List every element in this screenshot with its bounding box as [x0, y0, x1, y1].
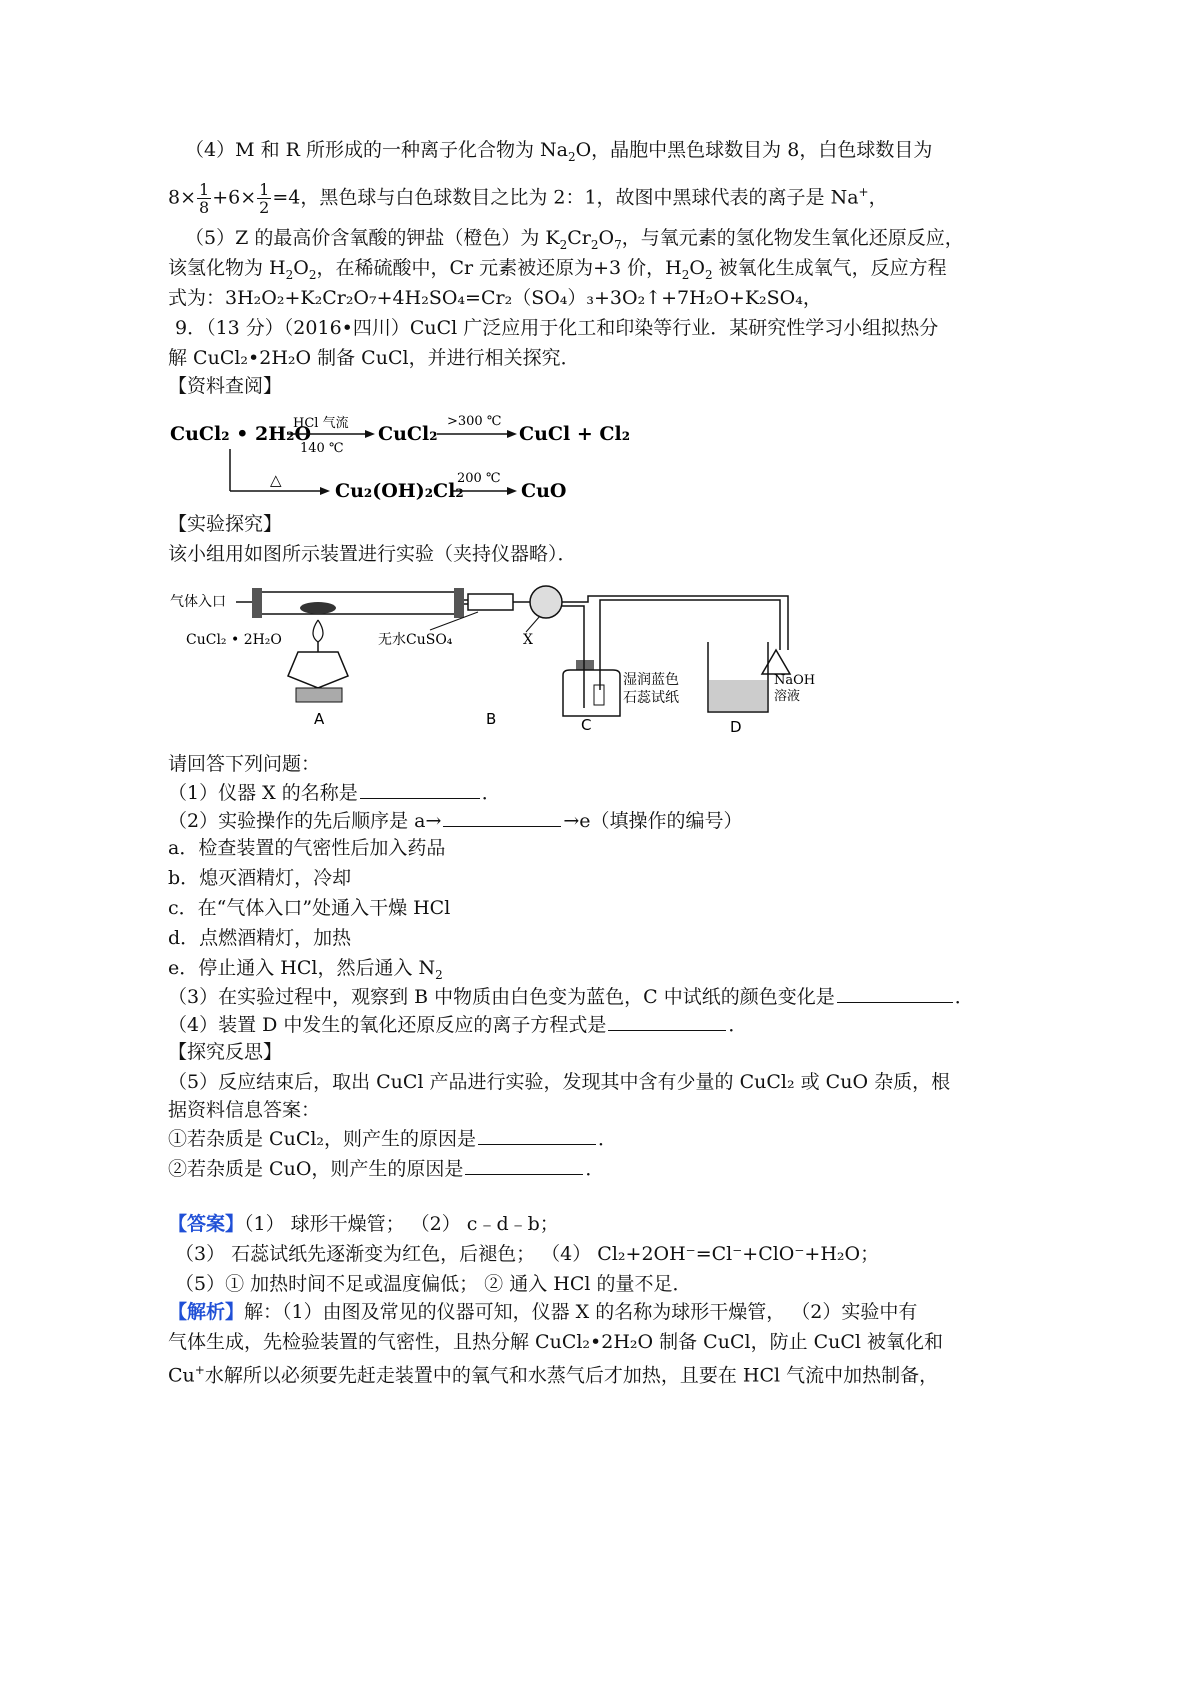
question-5-2: ②若杂质是 CuO，则产生的原因是 ．: [168, 1158, 605, 1180]
p4-line1: （4）M 和 R 所形成的一种离子化合物为 $Na_2O$，晶胞中黑色球数目为 8，白色球数目为: [185, 139, 933, 164]
q9-line1: 9．（13 分）（2016•四川）CuCl 广泛应用于化工和印染等行业．某研究性学习小组拟热分: [175, 317, 939, 339]
answer-blank-2: [443, 808, 561, 827]
arrow1-top-label: HCl 气流: [293, 416, 349, 431]
gas-inlet-label: 气体入口: [170, 594, 226, 610]
bottle-C: [563, 670, 620, 716]
option-c: c．在“气体入口”处通入干燥 HCl: [168, 897, 451, 919]
p5-line2: 该氢化物为 $H_2O_2$，在稀硫酸中，Cr 元素被还原为+3 价，$H_2O_2$ 被氧化生成氧气，反应方程: [168, 257, 947, 282]
answer-blank-5-1: [478, 1126, 596, 1145]
answer-blank-5-2: [465, 1156, 583, 1175]
naoh-label-2: 溶液: [774, 689, 801, 704]
section-experiment: 【实验探究】: [168, 513, 283, 535]
question-5-1: ①若杂质是 CuCl₂，则产生的原因是 ．: [168, 1128, 618, 1150]
question-5-line2: 据资料信息答案：: [168, 1099, 321, 1121]
naoh-solution: [709, 680, 767, 711]
arrow1-bottom-label: 140 ℃: [300, 441, 344, 456]
q9-line2: 解 CuCl₂•2H₂O 制备 CuCl，并进行相关探究．: [168, 347, 580, 369]
lamp-base: [296, 688, 342, 702]
answer-blank-4: [608, 1012, 726, 1031]
section-reflection: 【探究反思】: [168, 1041, 283, 1063]
paper-label-1: 湿润蓝色: [623, 672, 679, 688]
question-3: （3）在实验过程中，观察到 B 中物质由白色变为蓝色，C 中试纸的颜色变化是 ．: [168, 986, 974, 1008]
answer-blank-1: [360, 780, 480, 799]
reaction-scheme: [165, 405, 631, 505]
stopper-left: [252, 588, 262, 618]
label-D: D: [730, 718, 742, 736]
litmus-paper: [594, 685, 604, 705]
anhydrous-label: 无水CuSO₄: [378, 632, 453, 648]
answer-line3: （5）① 加热时间不足或温度偏低； ② 通入 HCl 的量不足．: [175, 1273, 692, 1295]
answer-line1: 【答案】（1） 球形干燥管； （2） c﹣d﹣b；: [168, 1213, 559, 1235]
arrow3-top-label: 200 ℃: [457, 471, 501, 486]
branch-product: Cu₂(OH)₂Cl₂: [335, 480, 464, 502]
fraction-one-eighth: $\frac{1}{8}$: [199, 179, 210, 217]
option-b: b．熄灭酒精灯，冷却: [168, 867, 352, 889]
ask-line: 请回答下列问题：: [168, 753, 321, 775]
label-A: A: [314, 710, 325, 728]
option-d: d．点燃酒精灯，加热: [168, 927, 352, 949]
paper-label-2: 石蕊试纸: [623, 690, 679, 706]
scheme-product2: CuO: [521, 480, 567, 502]
scheme-start: CuCl₂ • 2H₂O: [170, 423, 312, 445]
analysis-line1: 【解析】解：（1）由图及常见的仪器可知，仪器 X 的名称为球形干燥管， （2）实验中有: [168, 1301, 918, 1323]
branch-heat-label: △: [270, 471, 282, 489]
question-2: （2）实验操作的先后顺序是 a→ →e（填操作的编号）: [168, 810, 743, 832]
p5-line1: （5）Z 的最高价含氧酸的钾盐（橙色）为 $K_2Cr_2O_7$，与氧元素的氢化物发生氧化还原反应，: [185, 227, 964, 252]
answer-line2: （3） 石蕊试纸先逐渐变为红色，后褪色； （4） Cl₂+2OH⁻=Cl⁻+ClO⁻+H₂O；: [175, 1243, 880, 1265]
stopper-right: [454, 588, 464, 618]
answer-tag: 【答案】: [168, 1213, 245, 1235]
label-B: B: [486, 710, 497, 728]
analysis-tag: 【解析】: [168, 1301, 245, 1323]
option-e: e．停止通入 HCl，然后通入 $N_2$: [168, 957, 443, 982]
option-a: a．检查装置的气密性后加入药品: [168, 837, 446, 859]
analysis-line2: 气体生成，先检验装置的气密性，且热分解 CuCl₂•2H₂O 制备 CuCl，防止 CuCl 被氧化和: [168, 1331, 944, 1353]
funnel: [762, 650, 790, 674]
scheme-product1: CuCl + Cl₂: [519, 423, 631, 445]
experiment-intro: 该小组用如图所示装置进行实验（夹持仪器略）．: [168, 543, 577, 565]
label-C: C: [581, 716, 592, 734]
answer-blank-3: [837, 984, 953, 1003]
anhydrous-tube: [468, 594, 513, 610]
drying-bulb-x: [530, 586, 562, 618]
arrow2-top-label: >300 ℃: [447, 414, 502, 429]
x-label: X: [523, 632, 533, 648]
reaction-tube: [258, 592, 458, 614]
section-reference: 【资料查阅】: [168, 375, 283, 397]
p4-line2: 8× $\frac{1}{8}$ +6× $\frac{1}{2}$ =4，黑色球与白色球数目之比为 2：1，故图中黑球代表的离子是 Na+，: [168, 179, 888, 217]
apparatus-diagram: [168, 580, 833, 740]
analysis-line3: Cu+水解所以必须要先赶走装置中的氧气和水蒸气后才加热，且要在 HCl 气流中加热制备，: [168, 1363, 939, 1387]
sample-label: CuCl₂ • 2H₂O: [186, 632, 282, 648]
alcohol-lamp: [288, 652, 348, 688]
naoh-label-1: NaOH: [774, 673, 816, 688]
fraction-one-half: $\frac{1}{2}$: [259, 179, 270, 217]
question-5-line1: （5）反应结束后，取出 CuCl 产品进行实验，发现其中含有少量的 CuCl₂ 或 CuO 杂质，根: [168, 1071, 951, 1093]
question-4: （4）装置 D 中发生的氧化还原反应的离子方程式是 ．: [168, 1014, 748, 1036]
scheme-mid: CuCl₂: [378, 423, 438, 445]
sample-pile: [300, 602, 336, 614]
p5-line3: 式为：3H₂O₂+K₂Cr₂O₇+4H₂SO₄=Cr₂（SO₄）₃+3O₂↑+7H₂O+K₂SO₄，: [168, 287, 822, 309]
gas-line: [562, 596, 788, 650]
question-1: （1）仪器 X 的名称是 ．: [168, 782, 501, 804]
flame: [313, 620, 323, 642]
